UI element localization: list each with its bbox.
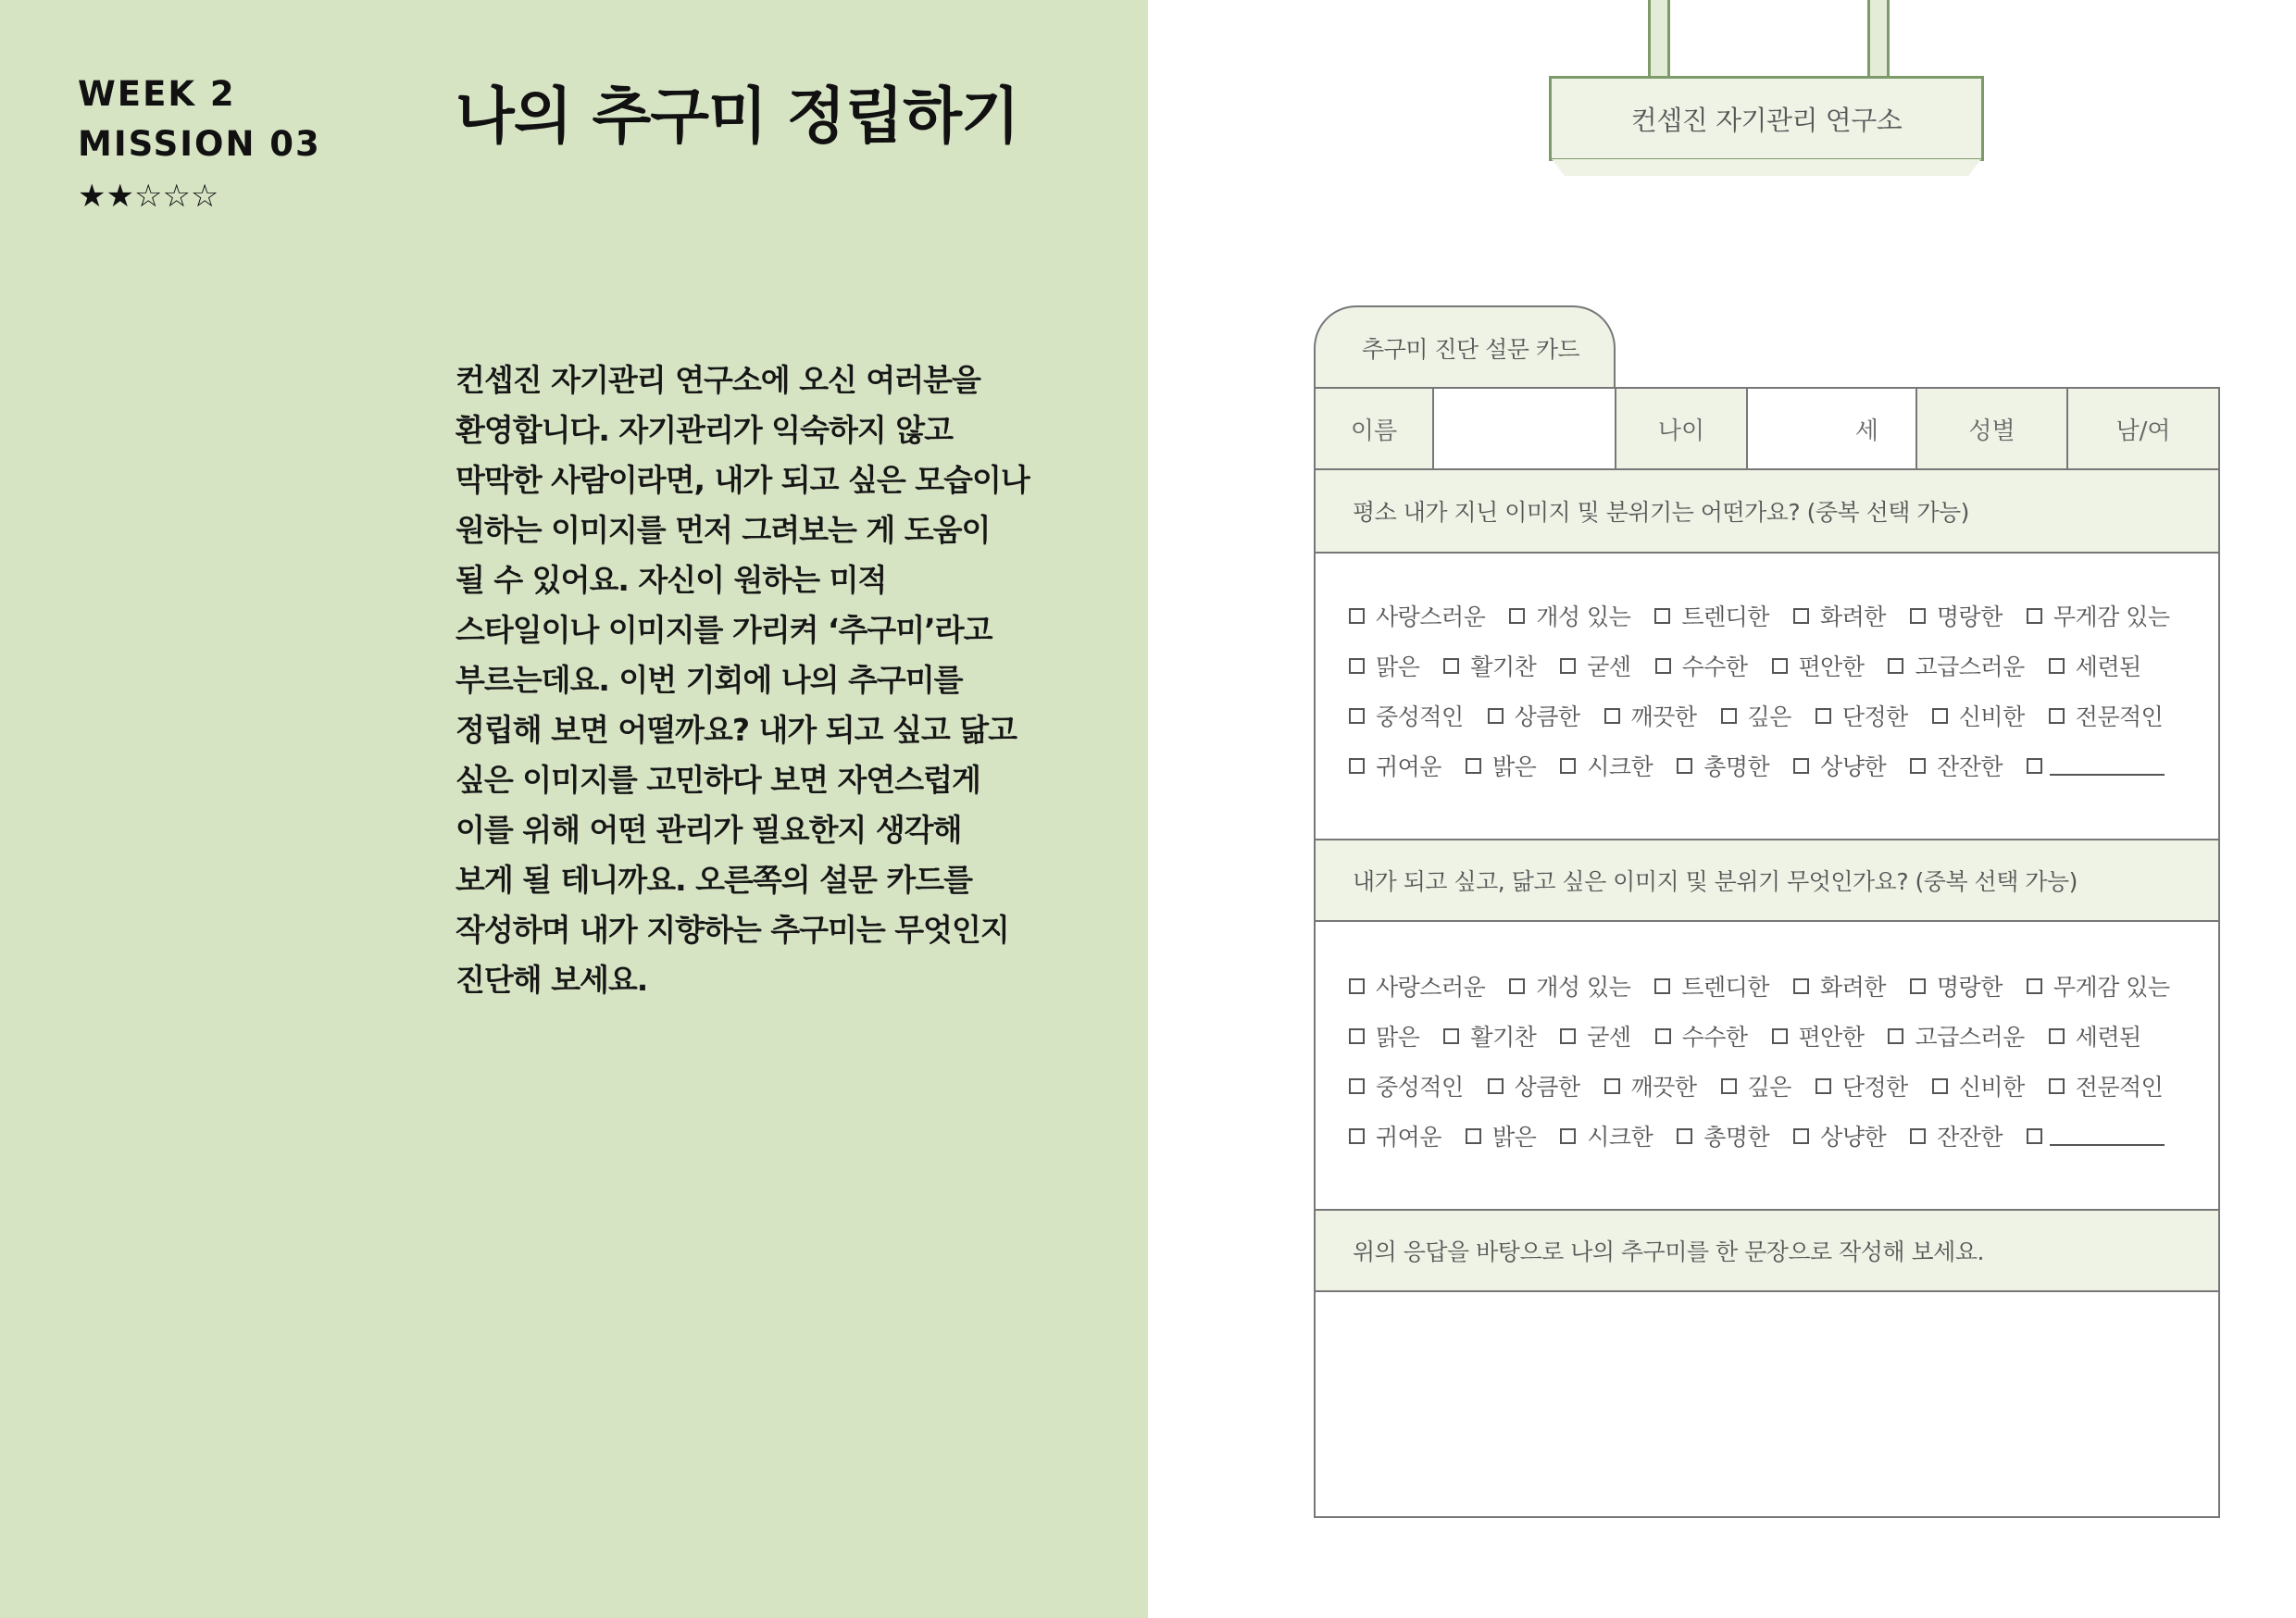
option-label: 신비한 xyxy=(1958,703,2025,730)
question-2-option-other[interactable] xyxy=(2027,1126,2165,1146)
checkbox-icon[interactable] xyxy=(1488,1078,1504,1094)
option-label: 잔잔한 xyxy=(1937,1124,2003,1151)
option-label: 트렌디한 xyxy=(1681,604,1769,630)
option-label: 화려한 xyxy=(1819,974,1886,1001)
option-label: 개성 있는 xyxy=(1536,604,1631,630)
option-label: 밝은 xyxy=(1491,753,1537,780)
checkbox-icon[interactable] xyxy=(1604,708,1620,724)
checkbox-icon[interactable] xyxy=(1655,658,1671,674)
checkbox-icon[interactable] xyxy=(1466,758,1481,774)
age-field[interactable] xyxy=(1748,389,1917,468)
option-label: 상냥한 xyxy=(1820,1124,1887,1151)
intro-line: 보게 될 테니까요. 오른쪽의 설문 카드를 xyxy=(455,862,973,898)
question-1-option[interactable] xyxy=(1349,599,1485,632)
checkbox-icon[interactable] xyxy=(2049,658,2065,674)
question-2-option[interactable] xyxy=(1349,1119,1441,1152)
question-2-option[interactable] xyxy=(1910,969,2003,1002)
checkbox-icon[interactable] xyxy=(1910,608,1926,624)
question-1-option-row xyxy=(1349,741,2201,790)
checkbox-icon[interactable] xyxy=(1910,1128,1926,1144)
question-1-option[interactable] xyxy=(2027,599,2170,632)
option-label: 명랑한 xyxy=(1936,974,2003,1001)
question-2-option[interactable] xyxy=(1509,969,1630,1002)
checkbox-icon[interactable] xyxy=(1488,708,1504,724)
checkbox-icon[interactable] xyxy=(1888,1028,1903,1044)
question-1-option[interactable] xyxy=(1349,749,1441,782)
question-1-option[interactable] xyxy=(1932,699,2025,732)
question-2-option[interactable] xyxy=(1793,1119,1886,1152)
checkbox-icon[interactable] xyxy=(1677,758,1692,774)
option-label: 깨끗한 xyxy=(1630,1074,1697,1101)
option-label: 맑은 xyxy=(1376,653,1420,680)
question-2-option[interactable] xyxy=(1560,1019,1630,1052)
other-input-line[interactable] xyxy=(2050,1126,2165,1146)
question-1-option[interactable] xyxy=(1349,649,1419,682)
option-label: 전문적인 xyxy=(2075,1074,2164,1101)
question-1-option[interactable] xyxy=(1443,649,1536,682)
option-label: 편안한 xyxy=(1798,1024,1865,1051)
question-1-options xyxy=(1349,591,2201,790)
question-2-options xyxy=(1349,961,2201,1161)
question-1-option[interactable] xyxy=(2049,649,2141,682)
question-1-option[interactable] xyxy=(1910,749,2003,782)
checkbox-icon[interactable] xyxy=(2049,1028,2065,1044)
option-label: 세련된 xyxy=(2075,653,2141,680)
checkbox-icon[interactable] xyxy=(1772,658,1788,674)
checkbox-icon[interactable] xyxy=(1349,758,1365,774)
checkbox-icon[interactable] xyxy=(1349,1078,1365,1094)
question-2-header xyxy=(1316,839,2218,922)
checkbox-icon[interactable] xyxy=(1721,708,1737,724)
checkbox-icon[interactable] xyxy=(2027,608,2042,624)
name-label: 이름 xyxy=(1316,389,1434,468)
question-2-option[interactable] xyxy=(1721,1069,1791,1102)
option-label: 시크한 xyxy=(1587,753,1653,780)
option-label: 트렌디한 xyxy=(1681,974,1769,1001)
question-1-option[interactable] xyxy=(1654,599,1769,632)
option-label: 상냥한 xyxy=(1820,753,1887,780)
checkbox-icon[interactable] xyxy=(1772,1028,1788,1044)
option-label: 굳센 xyxy=(1587,1024,1631,1051)
checkbox-icon[interactable] xyxy=(1654,608,1670,624)
question-1-header xyxy=(1316,470,2218,554)
option-label: 고급스러운 xyxy=(1915,653,2025,680)
question-2-option[interactable] xyxy=(1443,1019,1536,1052)
checkbox-icon[interactable] xyxy=(1793,978,1809,994)
question-1-option[interactable] xyxy=(1721,699,1791,732)
checkbox-icon[interactable] xyxy=(1721,1078,1737,1094)
option-label: 중성적인 xyxy=(1376,703,1464,730)
checkbox-icon[interactable] xyxy=(1932,1078,1948,1094)
checkbox-icon[interactable] xyxy=(2049,708,2065,724)
option-label: 단정한 xyxy=(1841,703,1908,730)
option-label: 수수한 xyxy=(1681,653,1748,680)
question-2-option[interactable] xyxy=(1888,1019,2024,1052)
survey-card xyxy=(1314,387,2220,1518)
question-1-option[interactable] xyxy=(1910,599,2003,632)
checkbox-icon[interactable] xyxy=(1793,758,1809,774)
question-3-text: 위의 응답을 바탕으로 나의 추구미를 한 문장으로 작성해 보세요. xyxy=(1353,1238,1984,1265)
question-2-option[interactable] xyxy=(1349,1019,1419,1052)
name-field[interactable] xyxy=(1434,389,1616,468)
intro-line: 될 수 있어요. 자신이 원하는 미적 xyxy=(455,562,887,598)
question-2-option-row xyxy=(1349,1061,2201,1111)
option-label: 사랑스러운 xyxy=(1376,604,1486,630)
option-label: 상큼한 xyxy=(1514,703,1580,730)
question-2-option-row xyxy=(1349,1111,2201,1161)
question-3-header xyxy=(1316,1209,2218,1292)
question-2-option[interactable] xyxy=(1466,1119,1536,1152)
option-label: 명랑한 xyxy=(1936,604,2003,630)
option-label: 맑은 xyxy=(1376,1024,1420,1051)
question-1-option[interactable] xyxy=(1466,749,1536,782)
option-label: 전문적인 xyxy=(2075,703,2164,730)
question-2-option[interactable] xyxy=(2049,1069,2164,1102)
checkbox-icon[interactable] xyxy=(1349,978,1365,994)
question-1-option[interactable] xyxy=(1793,749,1886,782)
question-2-option[interactable] xyxy=(1604,1069,1697,1102)
option-label: 상큼한 xyxy=(1514,1074,1580,1101)
question-2-option[interactable] xyxy=(2027,969,2170,1002)
checkbox-icon[interactable] xyxy=(1349,708,1365,724)
checkbox-icon[interactable] xyxy=(1888,658,1903,674)
checkbox-icon[interactable] xyxy=(1816,1078,1831,1094)
option-label: 활기찬 xyxy=(1470,653,1537,680)
question-2-option[interactable] xyxy=(2049,1019,2141,1052)
question-1-option[interactable] xyxy=(1816,699,1908,732)
card-tab xyxy=(1314,305,1616,389)
sex-label: 성별 xyxy=(1917,389,2068,468)
answer-area[interactable] xyxy=(1316,1294,2218,1516)
checkbox-icon[interactable] xyxy=(1349,1028,1365,1044)
option-label: 밝은 xyxy=(1491,1124,1537,1151)
option-label: 개성 있는 xyxy=(1536,974,1631,1001)
question-1-option[interactable] xyxy=(1509,599,1630,632)
question-1-option-other[interactable] xyxy=(2027,755,2165,776)
lab-sign xyxy=(1549,76,1984,161)
question-2-option[interactable] xyxy=(1793,969,1886,1002)
option-label: 총명한 xyxy=(1703,753,1770,780)
checkbox-icon[interactable] xyxy=(1793,1128,1809,1144)
card-tab-label: 추구미 진단 설문 카드 xyxy=(1362,336,1580,363)
question-2-option[interactable] xyxy=(1349,1069,1464,1102)
checkbox-icon[interactable] xyxy=(1509,978,1525,994)
option-label: 화려한 xyxy=(1819,604,1886,630)
intro-line: 부르는데요. 이번 기회에 나의 추구미를 xyxy=(455,662,963,698)
intro-line: 막막한 사람이라면, 내가 되고 싶은 모습이나 xyxy=(455,462,1029,498)
option-label: 신비한 xyxy=(1958,1074,2025,1101)
option-label: 수수한 xyxy=(1681,1024,1748,1051)
question-1-option-row xyxy=(1349,691,2201,741)
question-2-option[interactable] xyxy=(1772,1019,1865,1052)
option-label: 세련된 xyxy=(2075,1024,2141,1051)
lab-sign-text: 컨셉진 자기관리 연구소 xyxy=(1630,104,1903,136)
intro-line: 컨셉진 자기관리 연구소에 오신 여러분을 xyxy=(455,362,980,398)
option-label: 사랑스러운 xyxy=(1376,974,1486,1001)
option-label: 총명한 xyxy=(1703,1124,1770,1151)
question-2-option[interactable] xyxy=(1654,969,1769,1002)
checkbox-icon[interactable] xyxy=(1604,1078,1620,1094)
checkbox-icon[interactable] xyxy=(1509,608,1525,624)
sex-field[interactable]: 남/여 xyxy=(2068,389,2218,468)
question-1-option-row xyxy=(1349,641,2201,691)
lab-sign-base xyxy=(1552,159,1981,176)
intro-text xyxy=(455,355,1029,1005)
question-1-option[interactable] xyxy=(1655,649,1748,682)
checkbox-icon[interactable] xyxy=(1816,708,1831,724)
question-1-option[interactable] xyxy=(1793,599,1886,632)
question-2-option-row xyxy=(1349,961,2201,1011)
option-label: 단정한 xyxy=(1841,1074,1908,1101)
option-label: 고급스러운 xyxy=(1915,1024,2025,1051)
question-1-option[interactable] xyxy=(1560,649,1630,682)
intro-line: 스타일이나 이미지를 가리켜 ‘추구미’라고 xyxy=(455,612,992,648)
option-label: 편안한 xyxy=(1798,653,1865,680)
difficulty-stars: ★★☆☆☆ xyxy=(78,178,219,215)
age-unit: 세 xyxy=(1854,417,1878,445)
checkbox-icon[interactable] xyxy=(2049,1078,2065,1094)
option-label: 깊은 xyxy=(1747,1074,1791,1101)
checkbox-icon[interactable] xyxy=(1349,1128,1365,1144)
checkbox-icon[interactable] xyxy=(2027,1128,2042,1144)
option-label: 무게감 있는 xyxy=(2053,604,2170,630)
checkbox-icon[interactable] xyxy=(1560,1028,1576,1044)
checkbox-icon[interactable] xyxy=(1560,758,1576,774)
age-label: 나이 xyxy=(1616,389,1748,468)
checkbox-icon[interactable] xyxy=(1349,658,1365,674)
checkbox-icon[interactable] xyxy=(1560,658,1576,674)
question-1-option[interactable] xyxy=(1488,699,1580,732)
option-label: 무게감 있는 xyxy=(2053,974,2170,1001)
checkbox-icon[interactable] xyxy=(2027,758,2042,774)
question-2-option[interactable] xyxy=(1655,1019,1748,1052)
checkbox-icon[interactable] xyxy=(1677,1128,1692,1144)
question-1-option[interactable] xyxy=(1677,749,1769,782)
option-label: 귀여운 xyxy=(1376,1124,1441,1151)
checkbox-icon[interactable] xyxy=(1349,608,1365,624)
checkbox-icon[interactable] xyxy=(1655,1028,1671,1044)
intro-line: 싶은 이미지를 고민하다 보면 자연스럽게 xyxy=(455,762,980,798)
checkbox-icon[interactable] xyxy=(1793,608,1809,624)
question-1-option-row xyxy=(1349,591,2201,641)
checkbox-icon[interactable] xyxy=(1932,708,1948,724)
checkbox-icon[interactable] xyxy=(1466,1128,1481,1144)
info-row xyxy=(1316,389,2218,470)
sign-hanger-right xyxy=(1867,0,1890,78)
option-label: 시크한 xyxy=(1587,1124,1653,1151)
checkbox-icon[interactable] xyxy=(1910,758,1926,774)
option-label: 중성적인 xyxy=(1376,1074,1464,1101)
intro-line: 원하는 이미지를 먼저 그려보는 게 도움이 xyxy=(455,512,991,548)
mission-label: MISSION 03 xyxy=(78,124,321,164)
option-label: 굳센 xyxy=(1587,653,1631,680)
intro-line: 이를 위해 어떤 관리가 필요한지 생각해 xyxy=(455,812,962,848)
question-1-option[interactable] xyxy=(1560,749,1653,782)
question-2-option[interactable] xyxy=(1349,969,1485,1002)
question-1-option[interactable] xyxy=(1888,649,2024,682)
other-input-line[interactable] xyxy=(2050,755,2165,776)
option-label: 깨끗한 xyxy=(1630,703,1697,730)
question-1-option[interactable] xyxy=(2049,699,2164,732)
week-label: WEEK 2 xyxy=(78,74,236,114)
question-1-option[interactable] xyxy=(1772,649,1865,682)
checkbox-icon[interactable] xyxy=(2027,978,2042,994)
question-2-option[interactable] xyxy=(1488,1069,1580,1102)
checkbox-icon[interactable] xyxy=(1654,978,1670,994)
question-1-text: 평소 내가 지닌 이미지 및 분위기는 어떤가요? (중복 선택 가능) xyxy=(1353,499,1969,526)
checkbox-icon[interactable] xyxy=(1560,1128,1576,1144)
option-label: 깊은 xyxy=(1747,703,1791,730)
question-2-option[interactable] xyxy=(1910,1119,2003,1152)
page-title: 나의 추구미 정립하기 xyxy=(455,81,1019,152)
question-2-option[interactable] xyxy=(1677,1119,1769,1152)
question-2-option-row xyxy=(1349,1011,2201,1061)
question-1-option[interactable] xyxy=(1604,699,1697,732)
intro-line: 작성하며 내가 지향하는 추구미는 무엇인지 xyxy=(455,912,1009,948)
question-1-option[interactable] xyxy=(1349,699,1464,732)
question-2-text: 내가 되고 싶고, 닮고 싶은 이미지 및 분위기 무엇인가요? (중복 선택 가능) xyxy=(1353,868,2078,895)
option-label: 귀여운 xyxy=(1376,753,1441,780)
intro-line: 진단해 보세요. xyxy=(455,962,648,998)
question-2-option[interactable] xyxy=(1932,1069,2025,1102)
question-2-option[interactable] xyxy=(1816,1069,1908,1102)
checkbox-icon[interactable] xyxy=(1443,1028,1459,1044)
checkbox-icon[interactable] xyxy=(1443,658,1459,674)
question-2-option[interactable] xyxy=(1560,1119,1653,1152)
checkbox-icon[interactable] xyxy=(1910,978,1926,994)
intro-line: 환영합니다. 자기관리가 익숙하지 않고 xyxy=(455,412,954,448)
option-label: 활기찬 xyxy=(1470,1024,1537,1051)
sign-hanger-left xyxy=(1648,0,1670,78)
intro-line: 정립해 보면 어떨까요? 내가 되고 싶고 닮고 xyxy=(455,712,1017,748)
option-label: 잔잔한 xyxy=(1937,753,2003,780)
